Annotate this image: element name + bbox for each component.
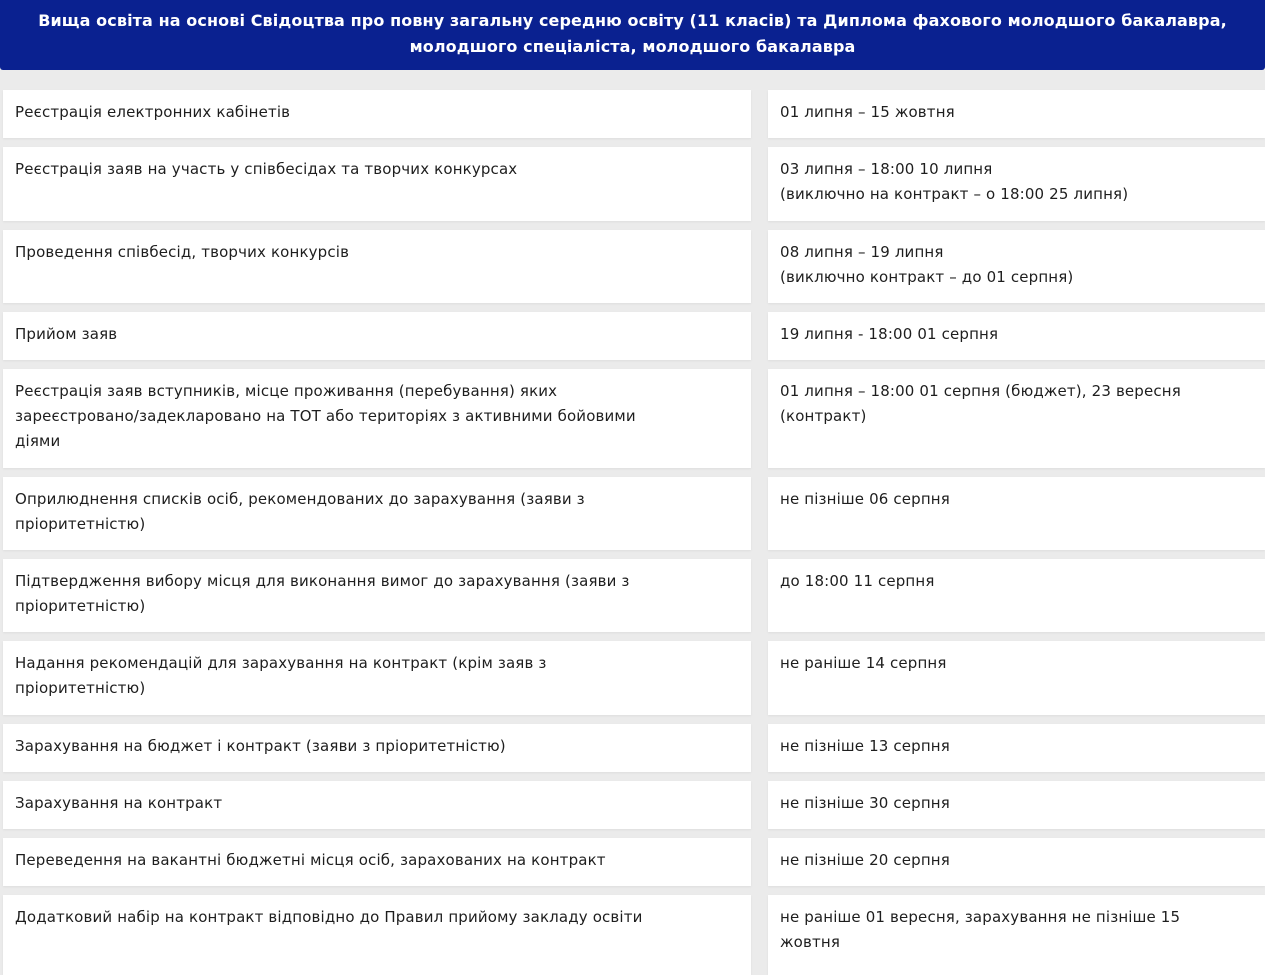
date-text: не пізніше 06 серпня (780, 490, 950, 508)
date-cell (768, 781, 1265, 829)
event-text: Проведення співбесід, творчих конкурсів (15, 243, 350, 261)
event-text: Реєстрація заяв на участь у співбесідах та творчих конкурсах (15, 160, 518, 178)
event-text: Прийом заяв (15, 325, 118, 343)
date-text: (виключно контракт – до 01 серпня) (780, 268, 1074, 286)
date-text: 19 липня - 18:00 01 серпня (780, 325, 999, 343)
table-row (0, 838, 1265, 886)
schedule-header (0, 0, 1265, 70)
date-text: не пізніше 30 серпня (780, 794, 950, 812)
event-text: Підтвердження вибору місця для виконання вимог до зарахування (заяви з (15, 572, 630, 590)
event-cell (3, 724, 751, 772)
date-text: 01 липня – 18:00 01 серпня (бюджет), 23 вересня (780, 382, 1181, 400)
table-row (0, 230, 1265, 303)
date-text: не пізніше 13 серпня (780, 737, 950, 755)
page-title-line: молодшого спеціаліста, молодшого бакалавра (409, 37, 856, 56)
date-text: не раніше 14 серпня (780, 654, 947, 672)
event-text: Зарахування на бюджет і контракт (заяви з пріоритетністю) (15, 737, 506, 755)
table-row (0, 477, 1265, 550)
event-text: Зарахування на контракт (15, 794, 223, 812)
event-text: Переведення на вакантні бюджетні місця осіб, зарахованих на контракт (15, 851, 606, 869)
date-cell (768, 90, 1265, 138)
table-row (0, 147, 1265, 221)
event-cell (3, 895, 751, 975)
table-row (0, 781, 1265, 829)
date-text: (виключно на контракт – о 18:00 25 липня) (780, 185, 1129, 203)
date-text: жовтня (780, 933, 840, 951)
event-cell (3, 90, 751, 138)
event-text: Реєстрація заяв вступників, місце проживання (перебування) яких (15, 382, 558, 400)
date-text: 01 липня – 15 жовтня (780, 103, 955, 121)
date-cell (768, 477, 1265, 550)
date-cell (768, 559, 1265, 632)
event-cell (3, 369, 751, 468)
table-row (0, 312, 1265, 360)
table-row (0, 895, 1265, 975)
date-text: (контракт) (780, 407, 867, 425)
date-text: 03 липня – 18:00 10 липня (780, 160, 993, 178)
event-text: Додатковий набір на контракт відповідно до Правил прийому закладу освіти (15, 908, 643, 926)
event-cell (3, 838, 751, 886)
date-cell (768, 312, 1265, 360)
table-row (0, 369, 1265, 468)
date-cell (768, 641, 1265, 715)
date-cell (768, 895, 1265, 975)
event-text: пріоритетністю) (15, 679, 146, 697)
event-text: пріоритетністю) (15, 597, 146, 615)
table-row (0, 90, 1265, 138)
event-cell (3, 559, 751, 632)
event-cell (3, 781, 751, 829)
date-cell (768, 147, 1265, 221)
page-title-line: Вища освіта на основі Свідоцтва про повну загальну середню освіту (11 класів) та Диплома фахового молодшого бакалавра, (38, 11, 1227, 30)
date-text: до 18:00 11 серпня (780, 572, 935, 590)
event-text: діями (15, 432, 61, 450)
event-cell (3, 147, 751, 221)
event-text: Оприлюднення списків осіб, рекомендованих до зарахування (заяви з (15, 490, 585, 508)
date-text: 08 липня – 19 липня (780, 243, 944, 261)
date-cell (768, 724, 1265, 772)
event-text: Реєстрація електронних кабінетів (15, 103, 291, 121)
date-cell (768, 369, 1265, 468)
event-cell (3, 641, 751, 715)
event-cell (3, 230, 751, 303)
event-text: Надання рекомендацій для зарахування на контракт (крім заяв з (15, 654, 547, 672)
event-cell (3, 312, 751, 360)
date-text: не раніше 01 вересня, зарахування не пізніше 15 (780, 908, 1181, 926)
event-cell (3, 477, 751, 550)
table-row (0, 641, 1265, 715)
page-title (38, 8, 1227, 60)
table-row (0, 724, 1265, 772)
date-cell (768, 230, 1265, 303)
event-text: пріоритетністю) (15, 515, 146, 533)
date-cell (768, 838, 1265, 886)
table-row (0, 559, 1265, 632)
date-text: не пізніше 20 серпня (780, 851, 950, 869)
event-text: зареєстровано/задекларовано на ТОТ або територіях з активними бойовими (15, 407, 636, 425)
